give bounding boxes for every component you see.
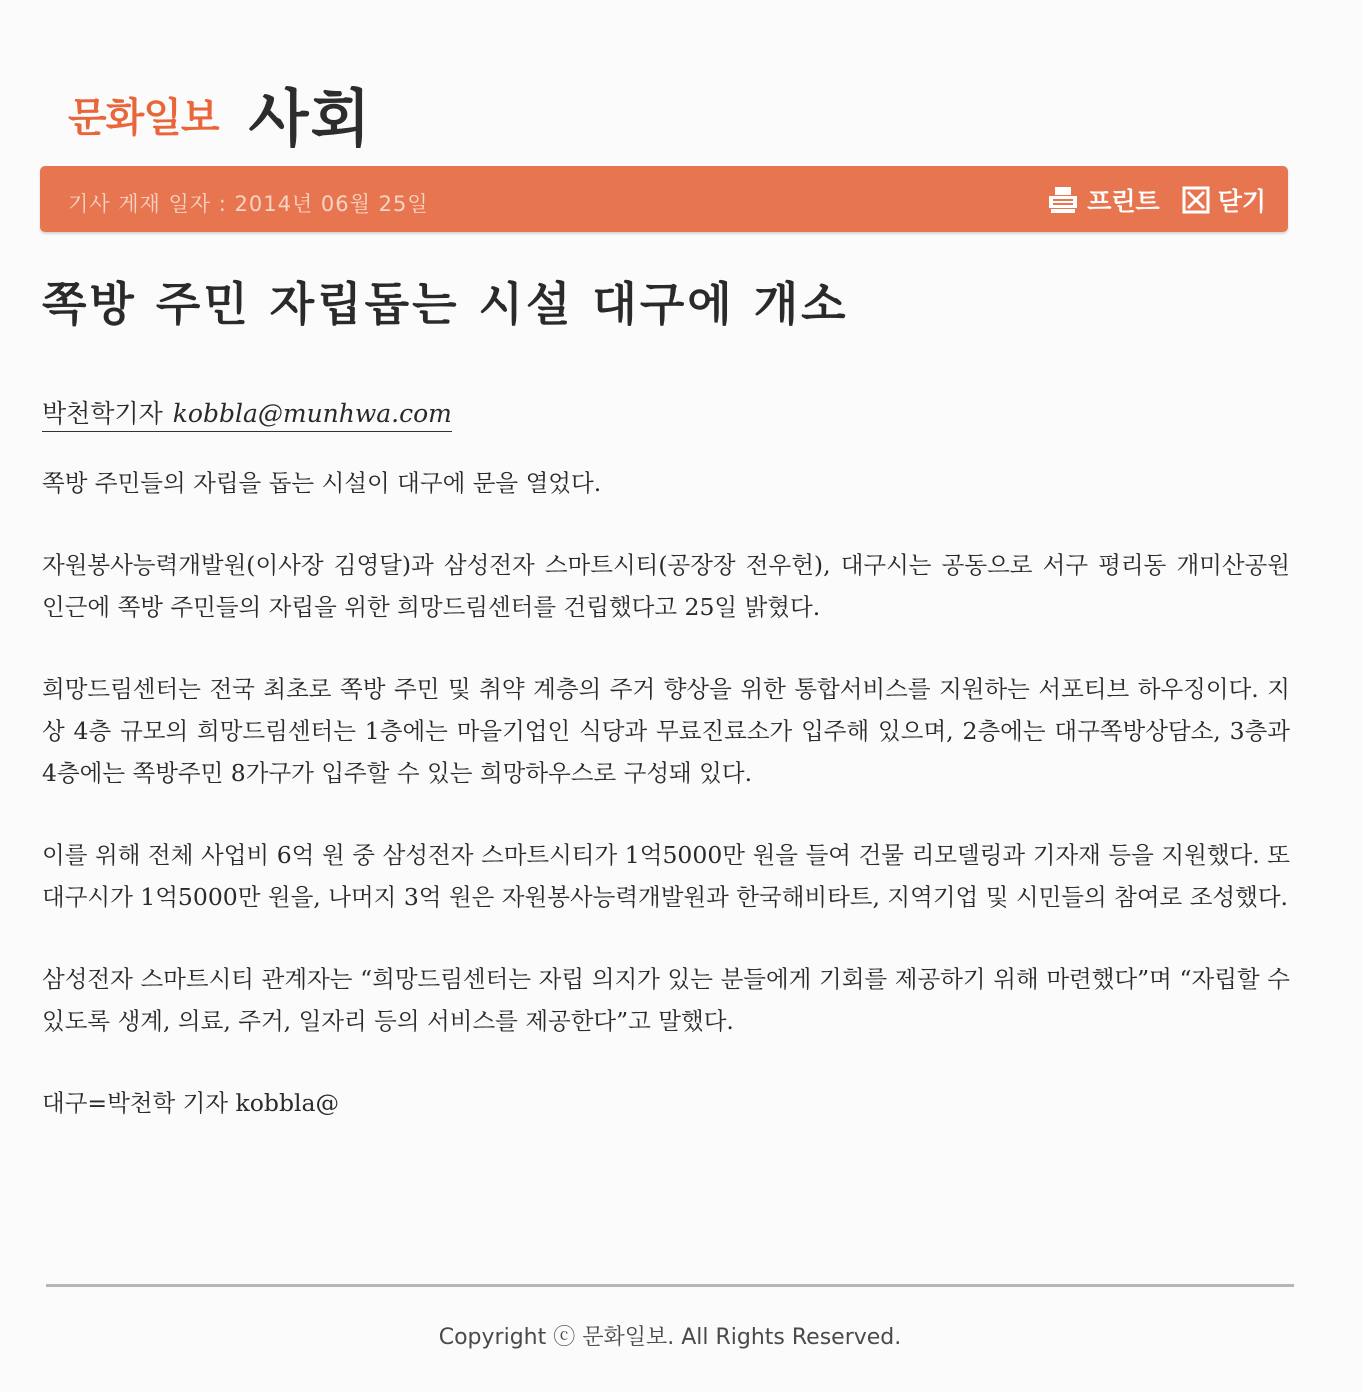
toolbar-actions [1025, 182, 1266, 218]
article-paragraph: 쪽방 주민들의 자립을 돕는 시설이 대구에 문을 열었다. [42, 469, 602, 497]
reporter-email[interactable]: kobbla@munhwa.com [172, 399, 452, 428]
article-paragraph: 희망드림센터는 전국 최초로 쪽방 주민 및 취약 계층의 주거 향상을 위한 통합서비스를 지원하는 서포티브 하우징이다. 지상 4층 규모의 희망드림센터는 1층에는 마을기업인 식당과 무료진료소가 입주해 있으며, 2층에는 대구쪽방상담소, 3층과 4층에는 쪽방주민 8가구가 입주할 수 있는 희망하우스로 구성돼 있다. [42, 675, 1290, 787]
close-icon [1182, 186, 1210, 214]
section-title: 사회 [248, 82, 373, 155]
article-toolbar [40, 166, 1288, 232]
article-body [42, 462, 1290, 1164]
byline [42, 394, 452, 432]
copyright: Copyright ⓒ 문화일보. All Rights Reserved. [438, 1325, 902, 1350]
close-label: 닫기 [1217, 187, 1266, 216]
print-label: 프린트 [1087, 187, 1160, 216]
reporter-name: 박천학기자 [42, 399, 163, 428]
masthead [68, 70, 373, 155]
publish-date: 기사 게재 일자 : 2014년 06월 25일 [68, 192, 429, 216]
article-paragraph: 이를 위해 전체 사업비 6억 원 중 삼성전자 스마트시티가 1억5000만 원을 들여 건물 리모델링과 기자재 등을 지원했다. 또 대구시가 1억5000만 원을, 나머지 3억 원은 자원봉사능력개발원과 한국해비타트, 지역기업 및 시민들의 참여로 조성했다. [42, 841, 1290, 911]
article-paragraph: 자원봉사능력개발원(이사장 김영달)과 삼성전자 스마트시티(공장장 전우헌), 대구시는 공동으로 서구 평리동 개미산공원 인근에 쪽방 주민들의 자립을 위한 희망드림센터를 건립했다고 25일 밝혔다. [42, 551, 1290, 621]
article-headline: 쪽방 주민 자립돕는 시설 대구에 개소 [42, 277, 849, 331]
brand-logo: 문화일보 [68, 95, 219, 141]
print-button[interactable] [1047, 182, 1159, 218]
printer-icon [1047, 185, 1079, 215]
article-signoff: 대구=박천학 기자 kobbla@ [42, 1089, 340, 1117]
close-button[interactable] [1182, 182, 1266, 218]
article-paragraph: 삼성전자 스마트시티 관계자는 “희망드림센터는 자립 의지가 있는 분들에게 기회를 제공하기 위해 마련했다”며 “자립할 수 있도록 생계, 의료, 주거, 일자리 등의 서비스를 제공한다”고 말했다. [42, 965, 1290, 1035]
footer-divider [46, 1284, 1294, 1287]
